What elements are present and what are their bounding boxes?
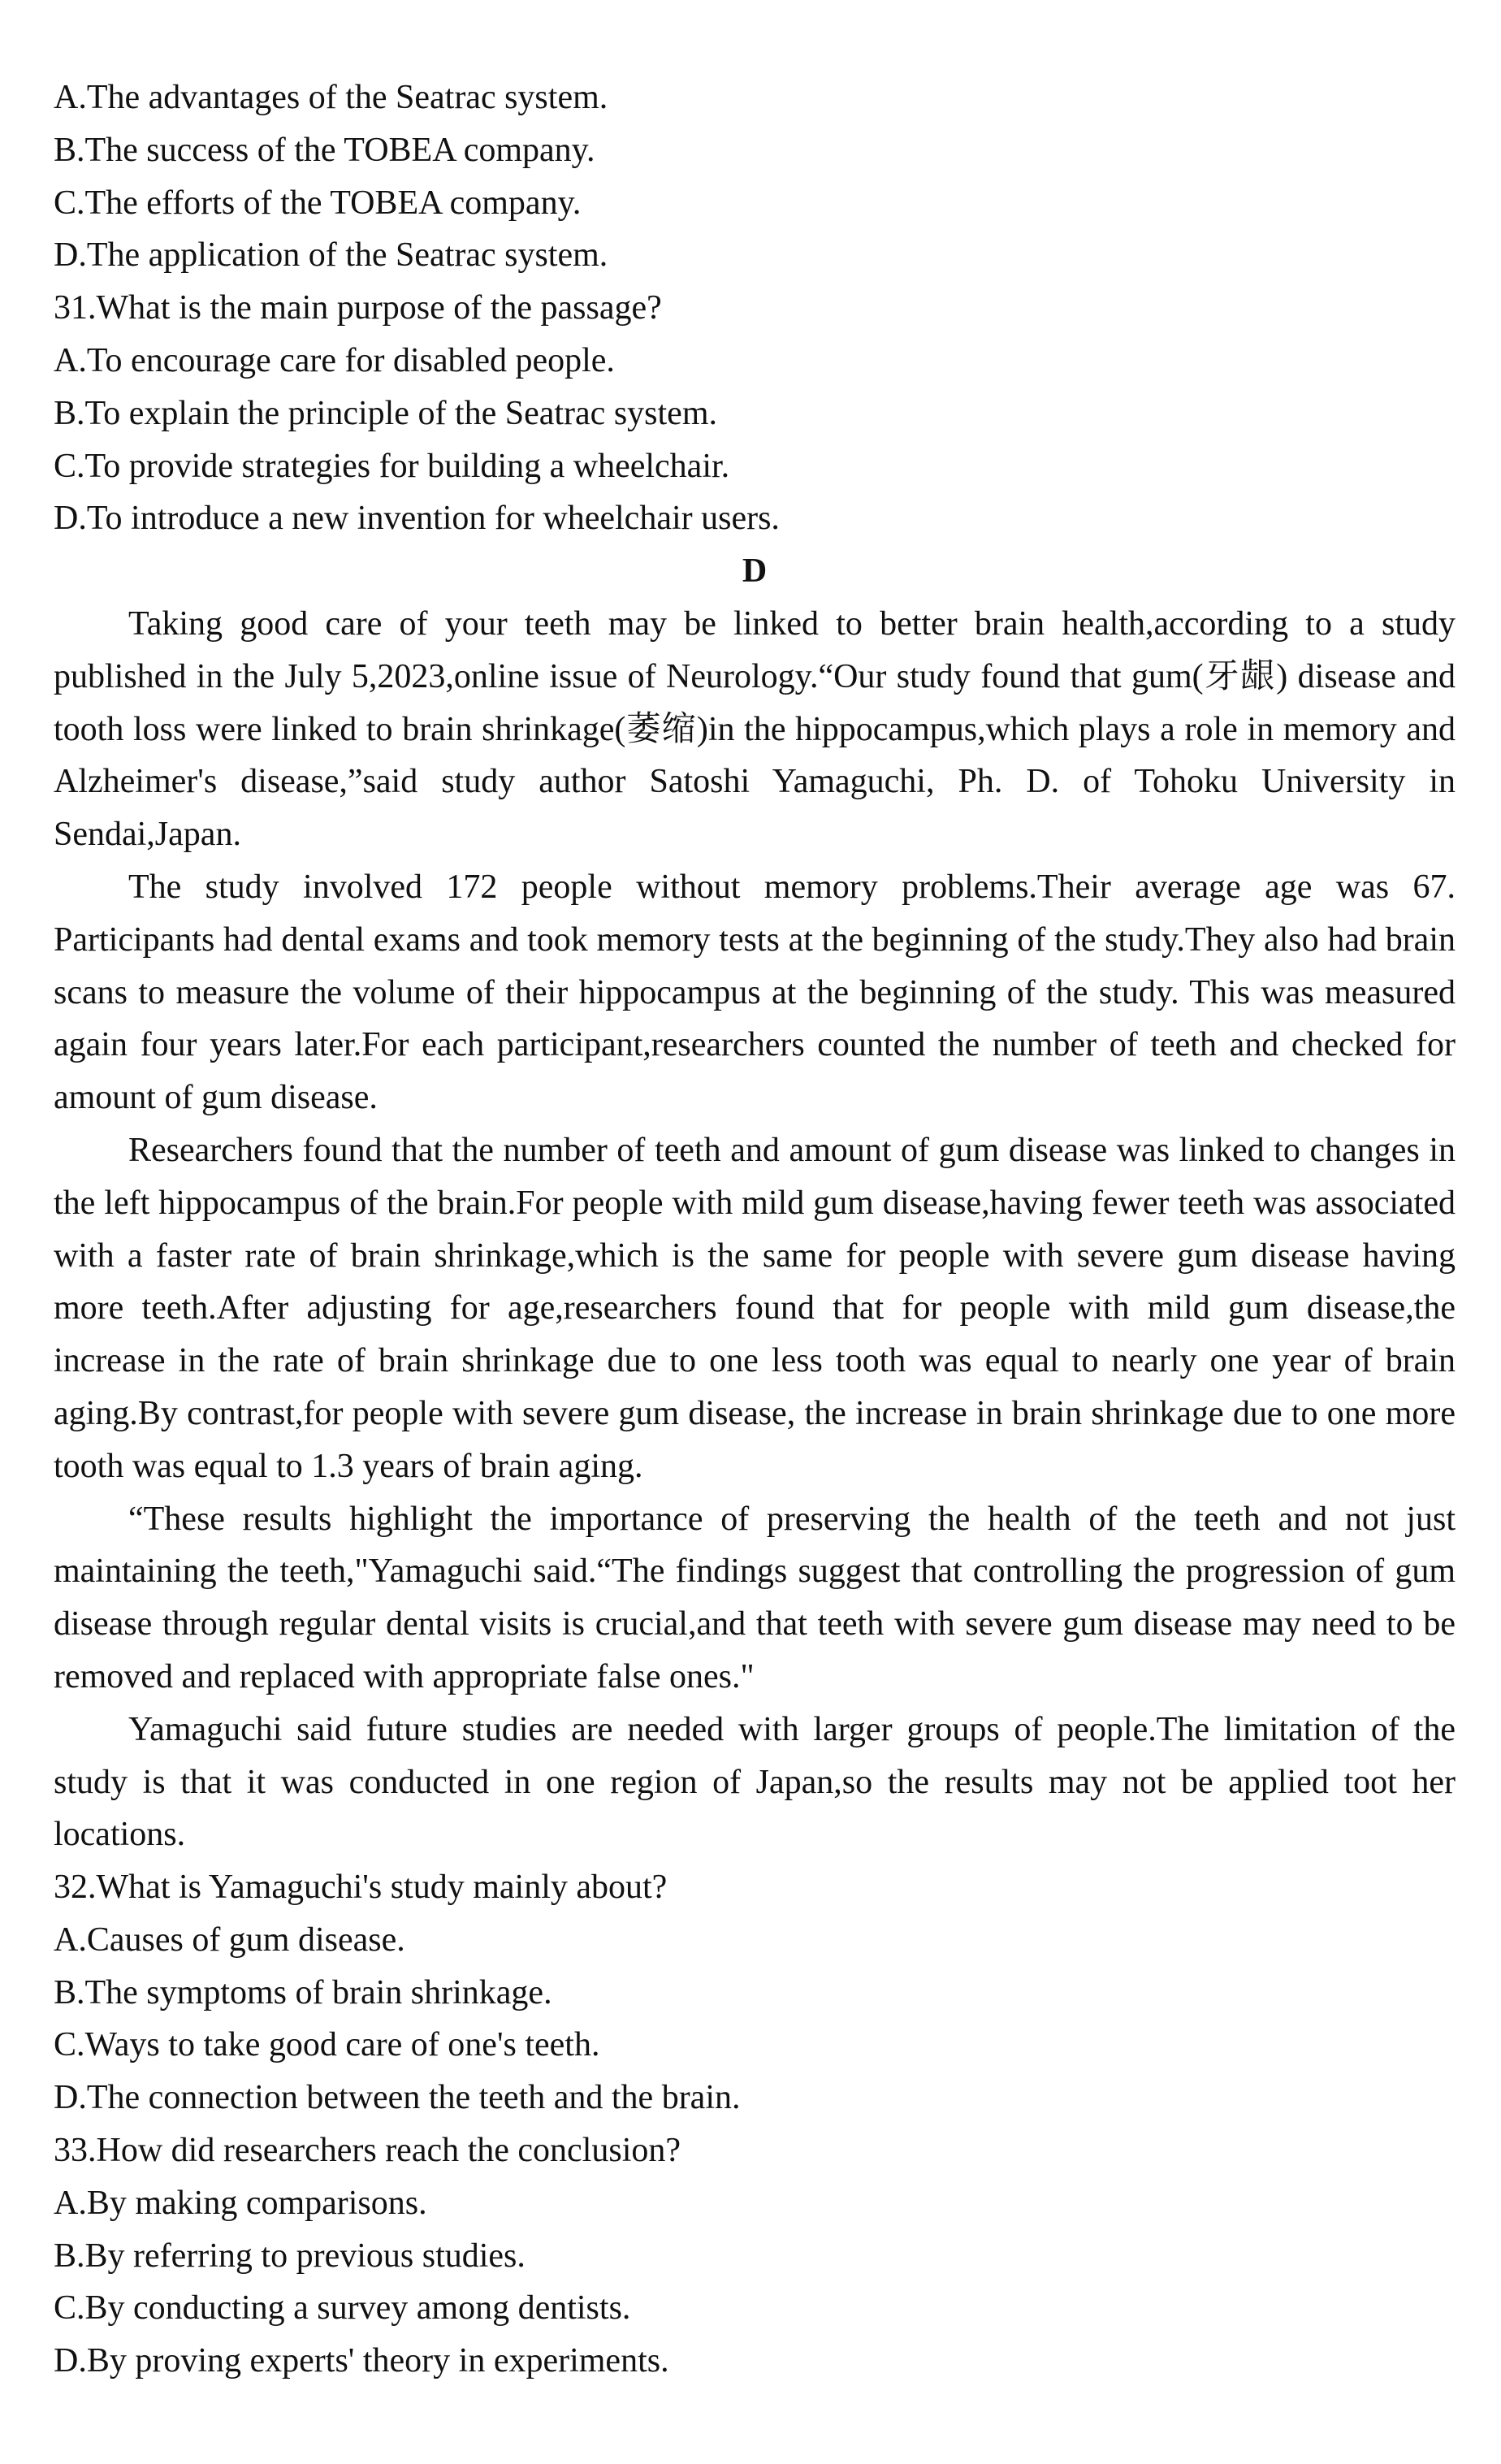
q31-option-a: A.To encourage care for disabled people.: [54, 341, 615, 379]
passage-paragraph-3: Researchers found that the number of teeth and amount of gum disease was linked to changes in the left hippocampus of the brain.For people with mild gum disease,having fewer teeth was associated with a faster rate of brain shrinkage,which is the same for people with severe gum disease having more teeth.After adjusting for age,researchers found that for people with mild gum disease,the increase in the rate of brain shrinkage due to one less tooth was equal to nearly one year of brain aging.By contrast,for people with severe gum disease, the increase in brain shrinkage due to one more tooth was equal to 1.3 years of brain aging.: [54, 1131, 1456, 1485]
q31-option-b: B.To explain the principle of the Seatrac system.: [54, 394, 717, 432]
q33-option-a: A.By making comparisons.: [54, 2184, 427, 2222]
q33-option-c: C.By conducting a survey among dentists.: [54, 2289, 631, 2328]
question-33: [54, 2124, 1456, 2388]
passage-paragraph-1: Taking good care of your teeth may be linked to better brain health,according to a study published in the July 5,2023,online issue of Neurology.“Our study found that gum(牙龈) disease and tooth loss were linked to brain shrinkage(萎缩)in the hippocampus,which plays a role in memory and Alzheimer's disease,”said study author Satoshi Yamaguchi, Ph. D. of Tohoku University in Sendai,Japan.: [54, 604, 1456, 854]
q30-option-b: B.The success of the TOBEA company.: [54, 131, 595, 169]
q30-option-d: D.The application of the Seatrac system.: [54, 236, 608, 275]
q32-option-d: D.The connection between the teeth and the brain.: [54, 2079, 741, 2117]
q33-option-b: B.By referring to previous studies.: [54, 2237, 526, 2275]
q33-question: 33.How did researchers reach the conclusion?: [54, 2132, 681, 2170]
section-heading: D: [742, 552, 768, 591]
q32-question: 32.What is Yamaguchi's study mainly about?: [54, 1869, 668, 1907]
passage-paragraph-2: The study involved 172 people without memory problems.Their average age was 67. Participants had dental exams and took memory tests at the beginning of the study.They also had brain scans to measure the volume of their hippocampus at the beginning of the study. This was measured again four years later.For each participant,researchers counted the number of teeth and checked for amount of gum disease.: [54, 868, 1456, 1117]
passage-paragraph-4: “These results highlight the importance of preserving the health of the teeth and not just maintaining the teeth,"Yamaguchi said.“The findings suggest that controlling the progression of gum disease through regular dental visits is crucial,and that teeth with severe gum disease may need to be removed and replaced with appropriate false ones.": [54, 1500, 1456, 1695]
passage-paragraph-5: Yamaguchi said future studies are needed with larger groups of people.The limitation of the study is that it was conducted in one region of Japan,so the results may not be applied toot her locations.: [54, 1710, 1456, 1854]
q30-option-c: C.The efforts of the TOBEA company.: [54, 184, 582, 222]
passage-d: [54, 598, 1456, 1861]
q30-option-a: A.The advantages of the Seatrac system.: [54, 79, 608, 116]
document-page: [54, 71, 1456, 2388]
q32-option-b: B.The symptoms of brain shrinkage.: [54, 1973, 552, 2011]
question-31: [54, 282, 1456, 545]
q30-options: [54, 71, 1456, 282]
q33-option-d: D.By proving experts' theory in experiments.: [54, 2342, 669, 2380]
q32-option-c: C.Ways to take good care of one's teeth.: [54, 2026, 600, 2064]
q31-question: 31.What is the main purpose of the passage?: [54, 289, 662, 327]
question-32: [54, 1861, 1456, 2124]
q31-option-c: C.To provide strategies for building a wheelchair.: [54, 447, 730, 485]
q31-option-d: D.To introduce a new invention for wheelchair users.: [54, 500, 780, 538]
q32-option-a: A.Causes of gum disease.: [54, 1921, 405, 1959]
